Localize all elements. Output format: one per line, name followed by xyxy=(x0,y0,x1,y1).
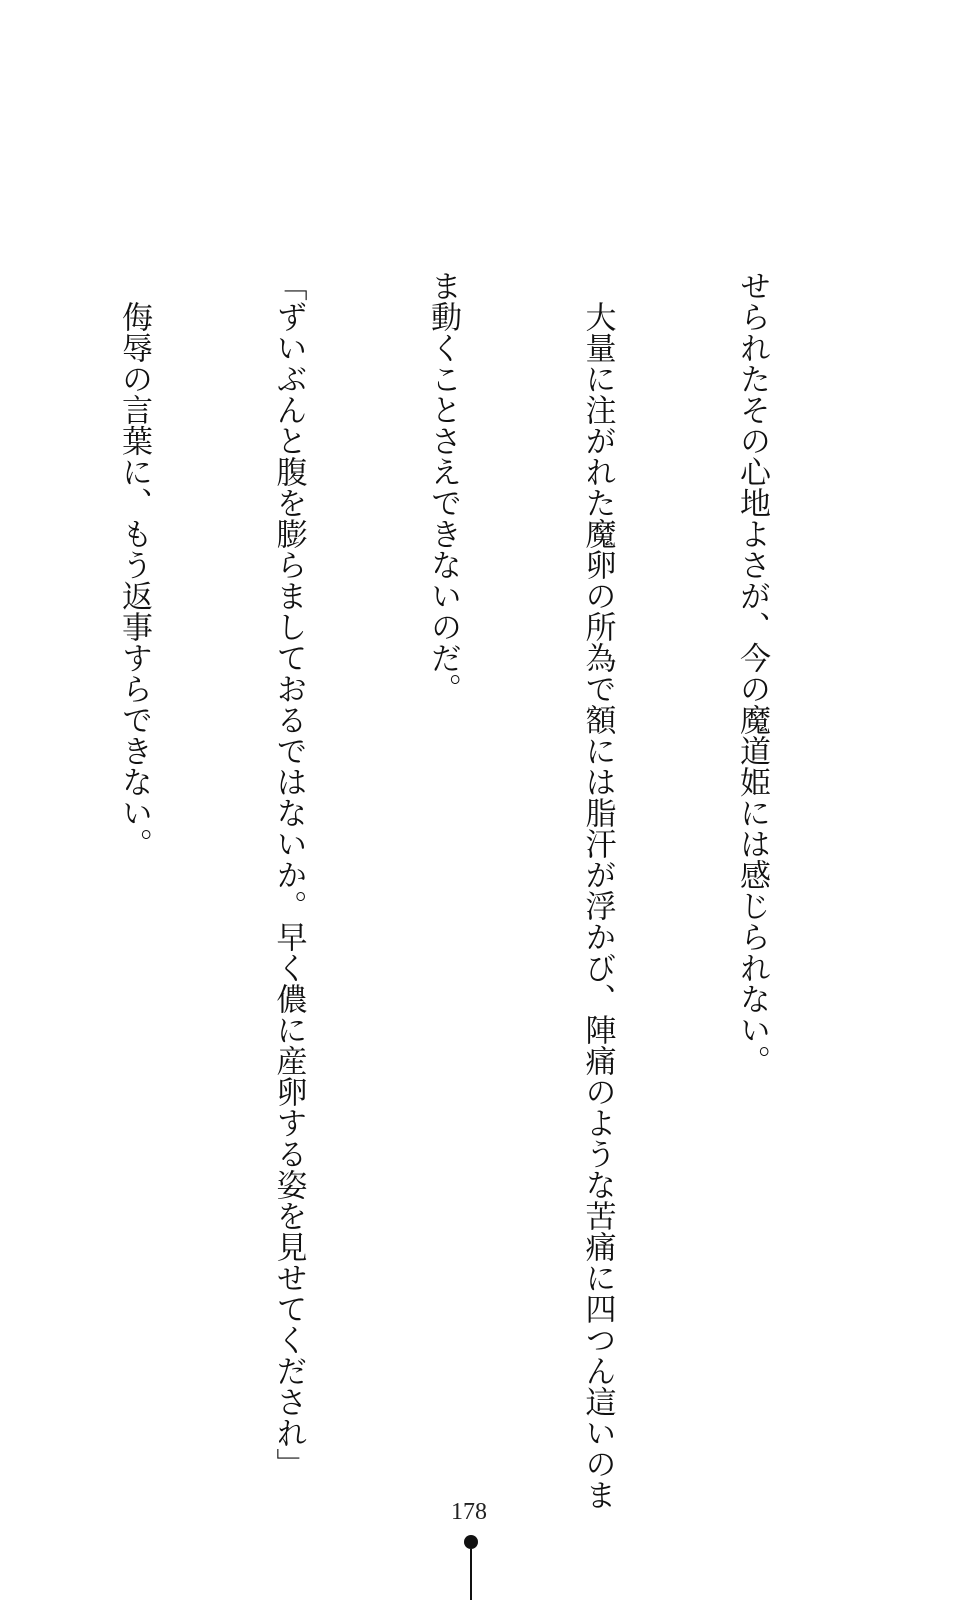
text-line: せられたその心地よさが、今の魔道姫には感じられない。 xyxy=(734,270,770,1076)
text-line: 侮辱の言葉に、もう返事すらできない。 xyxy=(116,270,152,859)
text-line: 「ずいぶんと腹を膨らましておるではないか。早く儂に産卵する姿を見せてくだされ」 xyxy=(270,270,307,1479)
text-line: ま動くことさえできないのだ。 xyxy=(425,270,461,704)
page-marker-line xyxy=(470,1549,472,1600)
text-line xyxy=(0,270,5,1310)
page-number: 178 xyxy=(451,1499,487,1525)
text-line: 大量に注がれた魔卵の所為で額には脂汗が浮かび、陣痛のような苦痛に四つん這いのま xyxy=(579,270,616,1510)
vertical-text-block xyxy=(0,270,880,1510)
page-marker-dot xyxy=(464,1535,478,1549)
